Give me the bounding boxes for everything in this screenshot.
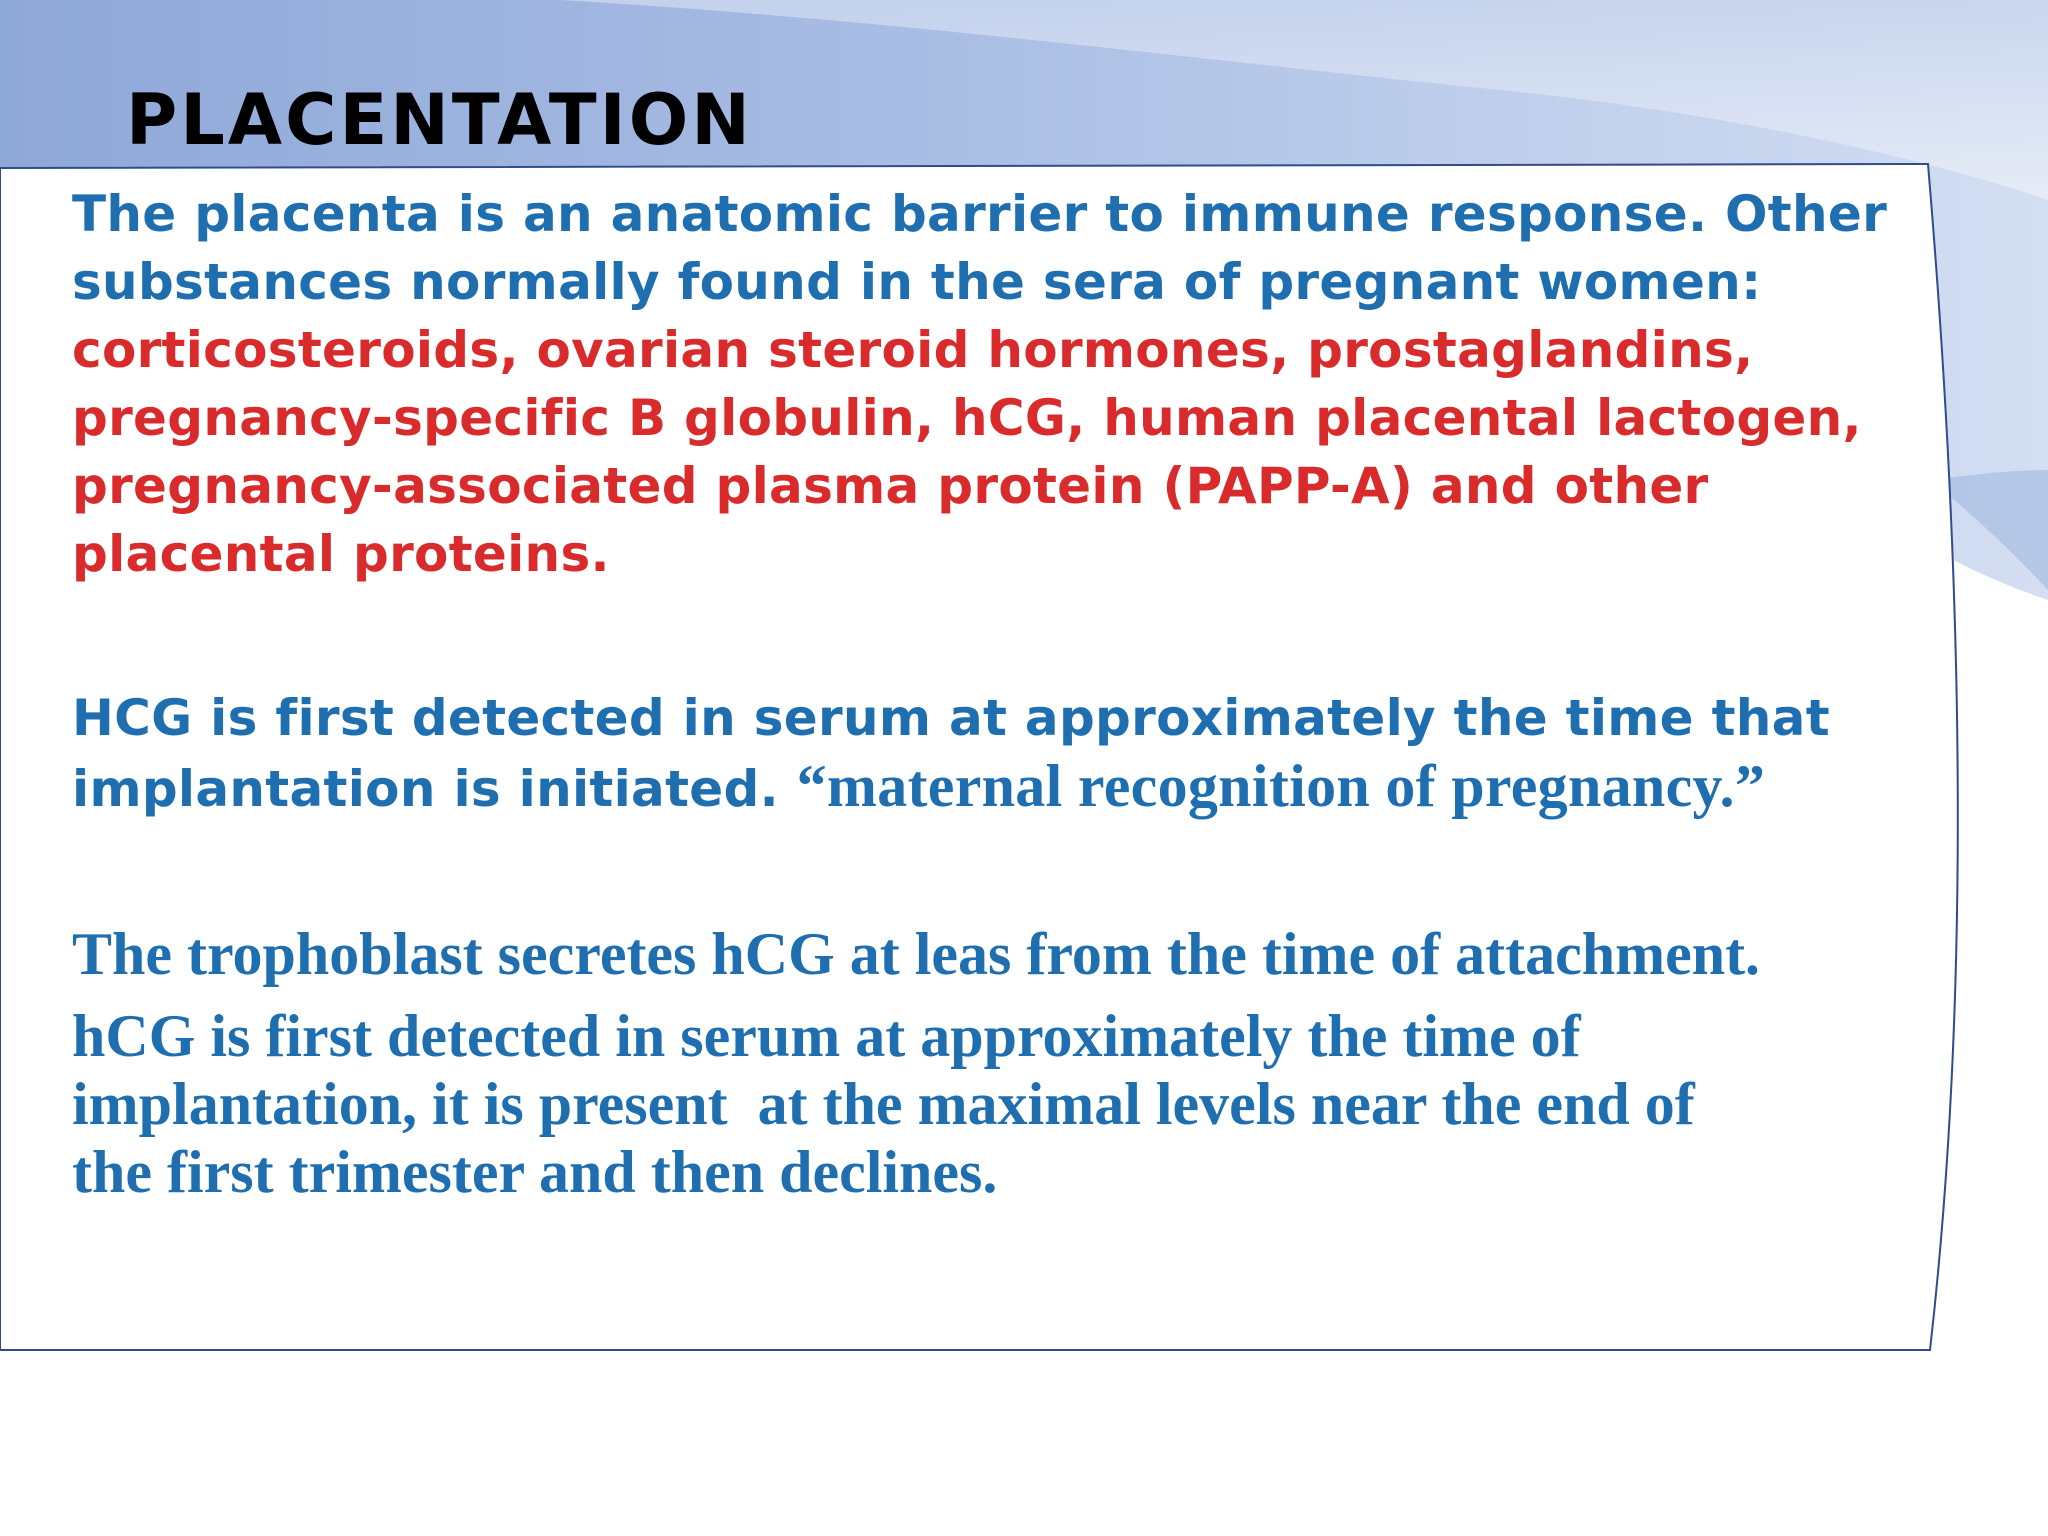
para1-line2: substances normally found in the sera of pregnant women: xyxy=(72,253,1762,311)
slide-title: PLACENTATION xyxy=(126,79,753,161)
para1-line6: placental proteins. xyxy=(72,525,610,583)
para2-line2-quote: “maternal recognition of pregnancy.” xyxy=(796,753,1766,819)
para1-line3: corticosteroids, ovarian steroid hormones, prostaglandins, xyxy=(72,321,1754,379)
para2-line2-sans: implantation is initiated. xyxy=(72,760,797,818)
para3-line1: The trophoblast secretes hCG at leas from the time of attachment. xyxy=(72,921,1761,987)
para1-line1: The placenta is an anatomic barrier to immune response. Other xyxy=(72,185,1888,243)
paragraph-trophoblast xyxy=(72,920,1760,988)
para4-line1: hCG is first detected in serum at approximately the time of xyxy=(72,1003,1581,1069)
paragraph-placenta-barrier xyxy=(72,180,1887,588)
para1-line4: pregnancy-specific B globulin, hCG, human placental lactogen, xyxy=(72,389,1862,447)
paragraph-hcg-detection xyxy=(72,684,1830,823)
para2-line1: HCG is first detected in serum at approximately the time that xyxy=(72,689,1830,747)
para4-line3: the first trimester and then declines. xyxy=(72,1139,998,1205)
para4-line2: implantation, it is present at the maximal levels near the end of xyxy=(72,1071,1695,1137)
para2-line2 xyxy=(72,752,1830,823)
para1-line5: pregnancy-associated plasma protein (PAPP-A) and other xyxy=(72,457,1709,515)
paragraph-hcg-levels xyxy=(72,1002,1695,1206)
